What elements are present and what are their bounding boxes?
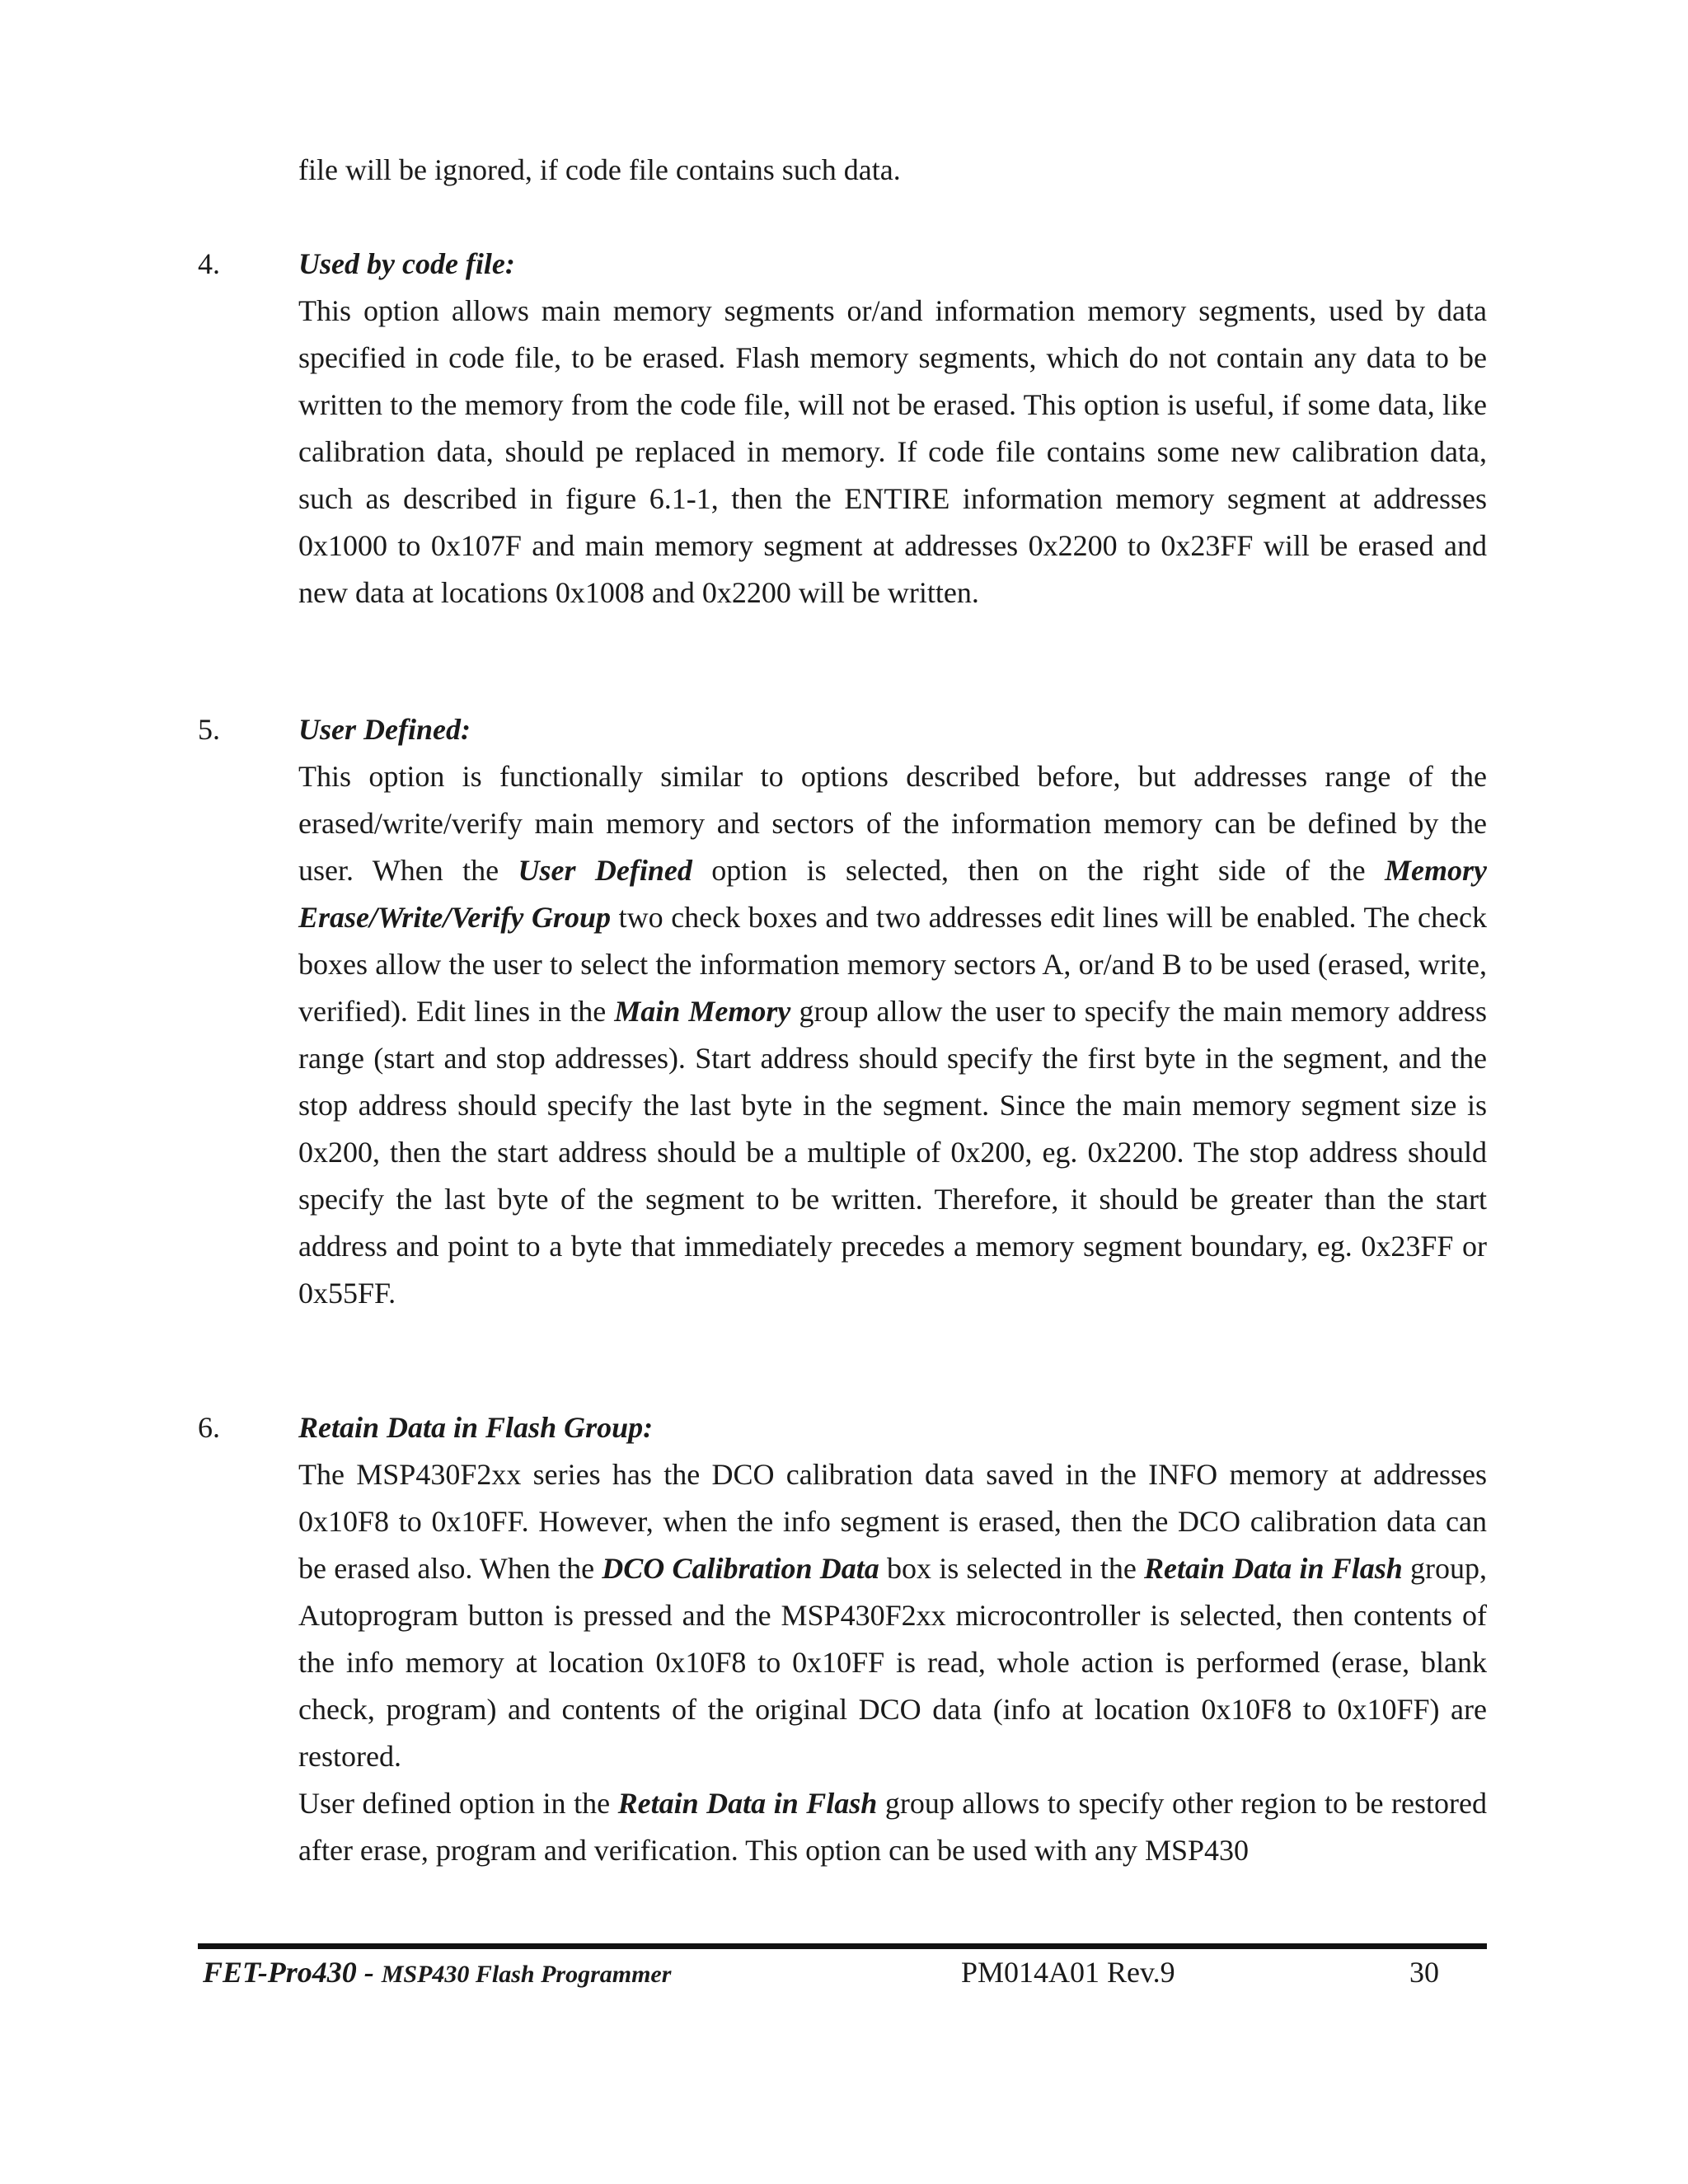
item-5-emphasis-memory-group: Memory Erase/Write/Verify Group [298, 854, 1487, 934]
item-6-text-2: box is selected in the [879, 1552, 1145, 1585]
continuation-line: file will be ignored, if code file contains such data. [298, 153, 901, 186]
item-5-text-3: two check boxes and two addresses edit lines will be enabled. The check boxes allow the user to select the information memory sectors A, or/and B to be used (erased, write, verified). Edit lines in the [298, 901, 1487, 1028]
item-6-heading: Retain Data in Flash Group: [298, 1411, 654, 1444]
item-5-heading: User Defined: [298, 713, 471, 746]
page-number: 30 [1409, 1956, 1439, 1989]
item-4-paragraph: This option allows main memory segments or/and information memory segments, used by data specified in code file, to be erased. Flash memory segments, which do not contain any data to be written to the memory from the code file, will not be erased. This option is useful, if some data, like calibration data, should pe replaced in memory. If code file contains some new calibration data, such as described in figure 6.1-1, then the ENTIRE information memory segment at addresses 0x1000 to 0x107F and main memory segment at addresses 0x2200 to 0x23FF will be erased and new data at locations 0x1008 and 0x2200 will be written. [298, 294, 1487, 609]
item-6-emphasis-retain-2: Retain Data in Flash [617, 1787, 878, 1820]
item-5-paragraph [298, 753, 1487, 1317]
item-6-number: 6. [198, 1411, 220, 1444]
item-5-text-2: option is selected, then on the right side of the [692, 854, 1386, 887]
item-6-paragraph-1 [298, 1451, 1487, 1780]
footer-doc-id: PM014A01 Rev.9 [961, 1956, 1175, 1989]
item-4-number: 4. [198, 247, 220, 280]
item-6-emphasis-dco: DCO Calibration Data [602, 1552, 879, 1585]
item-6-paragraph-2 [298, 1780, 1487, 1874]
item-6-emphasis-retain: Retain Data in Flash [1144, 1552, 1403, 1585]
item-5-number: 5. [198, 713, 220, 746]
item-6-text-5: group allows to specify other region to be restored after erase, program and verification. This option can be used with any MSP430 [298, 1787, 1487, 1867]
footer-subtitle: MSP430 Flash Programmer [381, 1961, 672, 1988]
item-6-text-4: User defined option in the [298, 1787, 618, 1820]
item-5-text-4: group allow the user to specify the main memory address range (start and stop addresses). Start address should specify the first byte in the segment, and the stop address should specify the last byte in the segment. Since the main memory segment size is 0x200, then the start address should be a multiple of 0x200, eg. 0x2200. The stop address should specify the last byte of the segment to be written. Therefore, it should be greater than the start address and point to a byte that immediately precedes a memory segment boundary, eg. 0x23FF or 0x55FF. [298, 995, 1487, 1310]
footer-title [203, 1952, 671, 1995]
item-6-text-1: The MSP430F2xx series has the DCO calibration data saved in the INFO memory at addresses 0x10F8 to 0x10FF. However, when the info segment is erased, then the DCO calibration data can be erased also. When the [298, 1458, 1487, 1585]
footer-rule [198, 1943, 1487, 1949]
item-4-heading: Used by code file: [298, 247, 515, 280]
item-6-text-3: group, Autoprogram button is pressed and the MSP430F2xx microcontroller is selected, then contents of the info memory at location 0x10F8 to 0x10FF is read, whole action is performed (erase, blank check, program) and contents of the original DCO data (info at location 0x10F8 to 0x10FF) are restored. [298, 1552, 1487, 1773]
item-5-emphasis-main-memory: Main Memory [614, 995, 791, 1028]
footer-separator: - [356, 1956, 382, 1989]
item-5-emphasis-user-defined: User Defined [518, 854, 692, 887]
footer-product: FET-Pro430 [203, 1956, 357, 1989]
item-5-text-1: This option is functionally similar to options described before, but addresses range of the erased/write/verify main memory and sectors of the information memory can be defined by the user. When the [298, 760, 1487, 887]
